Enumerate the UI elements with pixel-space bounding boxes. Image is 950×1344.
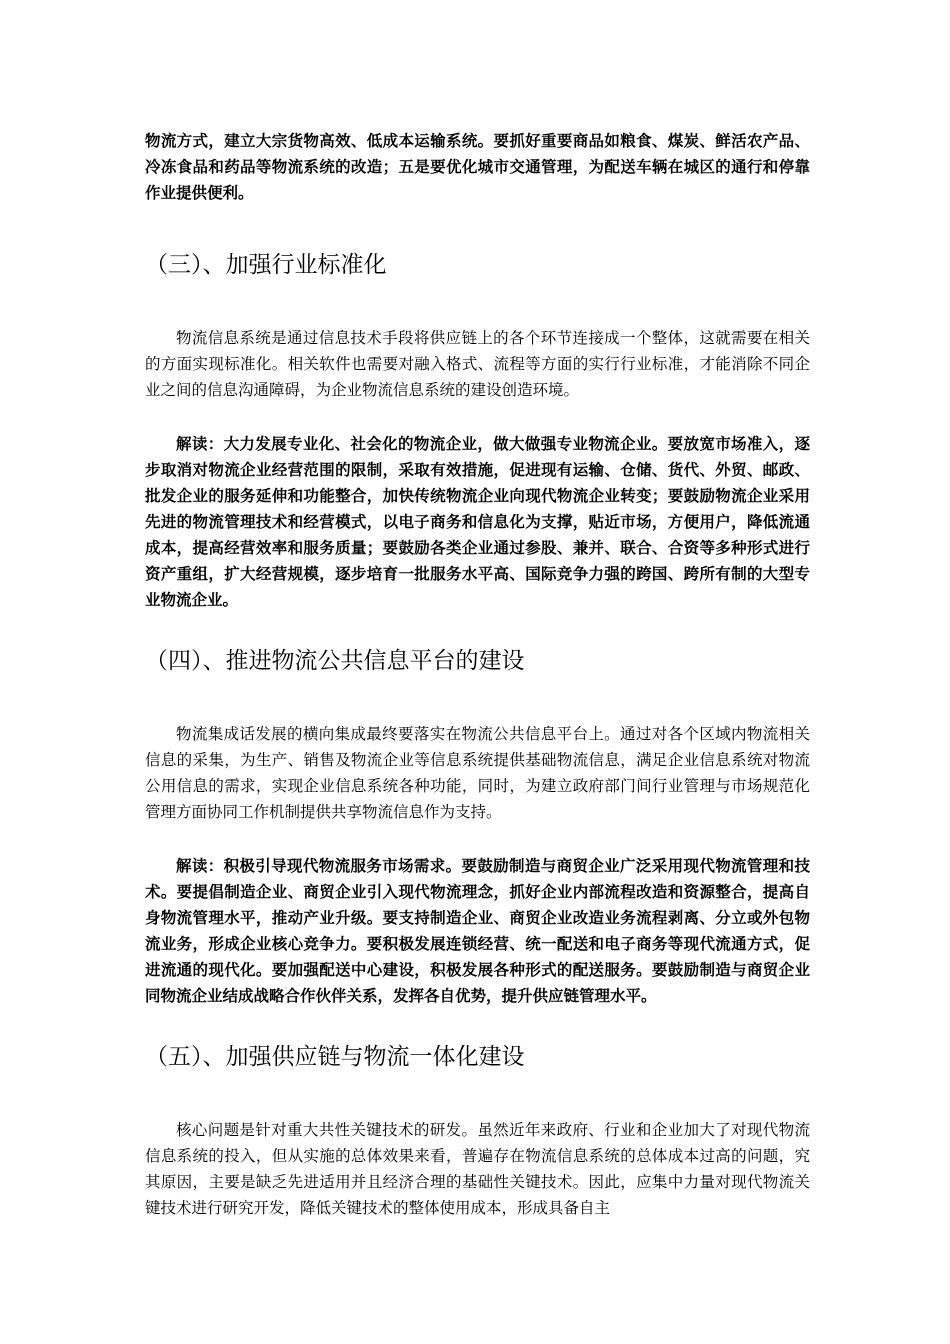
section-heading-3: （三）、加强行业标准化 [145,252,387,278]
section-heading-4: （四）、推进物流公共信息平台的建设 [145,648,525,674]
document-page [145,128,810,1221]
section-body-5: 核心问题是针对重大共性关键技术的研发。虽然近年来政府、行业和企业加大了对现代物流信息系统的投入，但从实施的总体效果来看，普遍存在物流信息系统的总体成本过高的问题，究其原因，主要是缺乏先进适用并且经济合理的基础性关键技术。因此，应集中力量对现代物流关键技术进行研究开发，降低关键技术的整体使用成本，形成具备自主 [145,1121,810,1217]
continuation-paragraph: 物流方式，建立大宗货物高效、低成本运输系统。要抓好重要商品如粮食、煤炭、鲜活农产品、冷冻食品和药品等物流系统的改造；五是要优化城市交通管理，为配送车辆在城区的通行和停靠作业提供便利。 [145,132,810,202]
section-body-4: 物流集成话发展的横向集成最终要落实在物流公共信息平台上。通过对各个区域内物流相关信息的采集，为生产、销售及物流企业等信息系统提供基础物流信息，满足企业信息系统对物流公用信息的需求，实现企业信息系统各种功能，同时，为建立政府部门间行业管理与市场规范化管理方面协同工作机制提供共享物流信息作为支持。 [145,725,810,821]
section-reading-3: 解读：大力发展专业化、社会化的物流企业，做大做强专业物流企业。要放宽市场准入，逐步取消对物流企业经营范围的限制，采取有效措施，促进现有运输、仓储、货代、外贸、邮政、批发企业的服务延伸和功能整合，加快传统物流企业向现代物流企业转变；要鼓励物流企业采用先进的物流管理技术和经营模式，以电子商务和信息化为支撑，贴近市场，方便用户，降低流通成本，提高经营效率和服务质量；要鼓励各类企业通过参股、兼并、联合、合资等多种形式进行资产重组，扩大经营规模，逐步培育一批服务水平高、国际竞争力强的跨国、跨所有制的大型专业物流企业。 [145,435,810,609]
section-body-3: 物流信息系统是通过信息技术手段将供应链上的各个环节连接成一个整体，这就需要在相关的方面实现标准化。相关软件也需要对融入格式、流程等方面的实行行业标准，才能消除不同企业之间的信息沟通障碍，为企业物流信息系统的建设创造环境。 [145,329,810,399]
section-reading-4: 解读：积极引导现代物流服务市场需求。要鼓励制造与商贸企业广泛采用现代物流管理和技术。要提倡制造企业、商贸企业引入现代物流理念，抓好企业内部流程改造和资源整合，提高自身物流管理水平，推动产业升级。要支持制造企业、商贸企业改造业务流程剥离、分立或外包物流业务，形成企业核心竞争力。要积极发展连锁经营、统一配送和电子商务等现代流通方式，促进流通的现代化。要加强配送中心建设，积极发展各种形式的配送服务。要鼓励制造与商贸企业同物流企业结成战略合作伙伴关系，发挥各自优势，提升供应链管理水平。 [145,857,810,1005]
section-heading-5: （五）、加强供应链与物流一体化建设 [145,1044,525,1070]
